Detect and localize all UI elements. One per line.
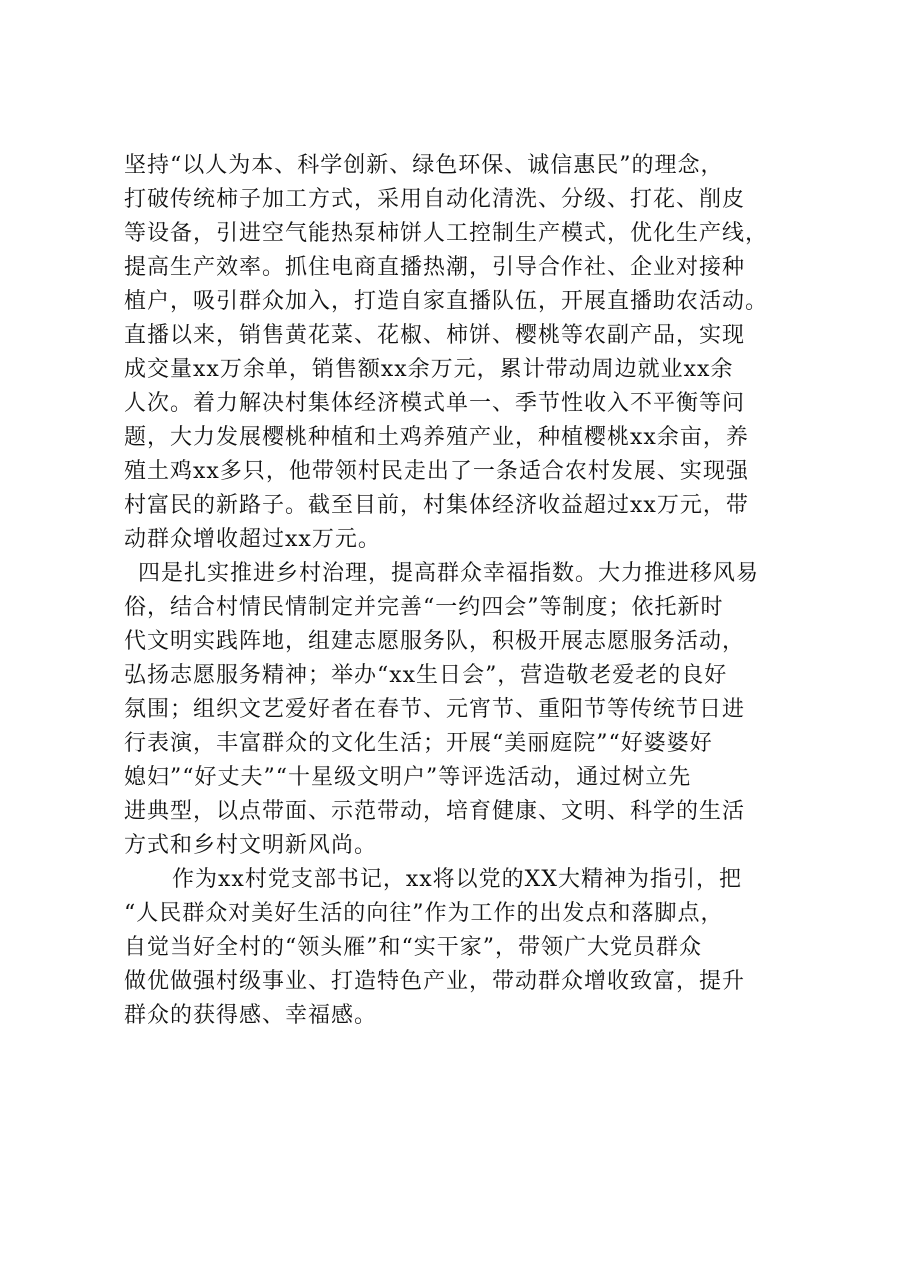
text-line: 方式和乡村文明新风尚。 <box>124 833 378 858</box>
text-line: 人次。着力解决村集体经济模式单一、季节性收入不平衡等问 <box>124 391 746 416</box>
text-line: “人民群众对美好生活的向往”作为工作的出发点和落脚点， <box>124 901 724 926</box>
text-line: 等设备，引进空气能热泵柿饼人工控制生产模式，优化生产线， <box>124 221 769 246</box>
text-line: 打破传统柿子加工方式，采用自动化清洗、分级、打花、削皮 <box>124 187 746 212</box>
text-line: 自觉当好全村的“领头雁”和“实干家”，带领广大党员群众 <box>124 935 702 960</box>
text-line: 进典型，以点带面、示范带动，培育健康、文明、科学的生活 <box>124 799 746 824</box>
text-line: 植户，吸引群众加入，打造自家直播队伍，开展直播助农活动。 <box>124 289 769 314</box>
paragraph-start-line: 四是扎实推进乡村治理，提高群众幸福指数。大力推进移风易 <box>138 561 760 586</box>
text-line: 题，大力发展樱桃种植和土鸡养殖产业，种植樱桃xx余亩，养 <box>124 425 749 450</box>
text-line: 坚持“以人为本、科学创新、绿色环保、诚信惠民”的理念， <box>124 153 724 178</box>
text-line: 媳妇”“好丈夫”“十星级文明户”等评选活动，通过树立先 <box>124 765 692 790</box>
text-line: 代文明实践阵地，组建志愿服务队，积极开展志愿服务活动， <box>124 629 746 654</box>
text-line: 氛围；组织文艺爱好者在春节、元宵节、重阳节等传统节日进 <box>124 697 746 722</box>
text-line: 行表演，丰富群众的文化生活；开展“美丽庭院”“好婆婆好 <box>124 731 713 756</box>
text-line: 成交量xx万余单，销售额xx余万元，累计带动周边就业xx余 <box>124 357 734 382</box>
text-line: 做优做强村级事业、打造特色产业，带动群众增收致富，提升 <box>124 969 746 994</box>
text-line: 村富民的新路子。截至目前，村集体经济收益超过xx万元，带 <box>124 493 749 518</box>
text-line: 提高生产效率。抓住电商直播热潮，引导合作社、企业对接种 <box>124 255 746 280</box>
paragraph-start-line: 作为xx村党支部书记，xx将以党的XX大精神为指引，把 <box>172 867 742 892</box>
text-line: 群众的获得感、幸福感。 <box>124 1003 378 1028</box>
text-line: 弘扬志愿服务精神；举办“xx生日会”，营造敬老爱老的良好 <box>124 663 728 688</box>
text-line: 动群众增收超过xx万元。 <box>124 527 381 552</box>
text-line: 俗，结合村情民情制定并完善“一约四会”等制度；依托新时 <box>124 595 724 620</box>
text-line: 直播以来，销售黄花菜、花椒、柿饼、樱桃等农副产品，实现 <box>124 323 746 348</box>
text-line: 殖土鸡xx多只，他带领村民走出了一条适合农村发展、实现强 <box>124 459 749 484</box>
